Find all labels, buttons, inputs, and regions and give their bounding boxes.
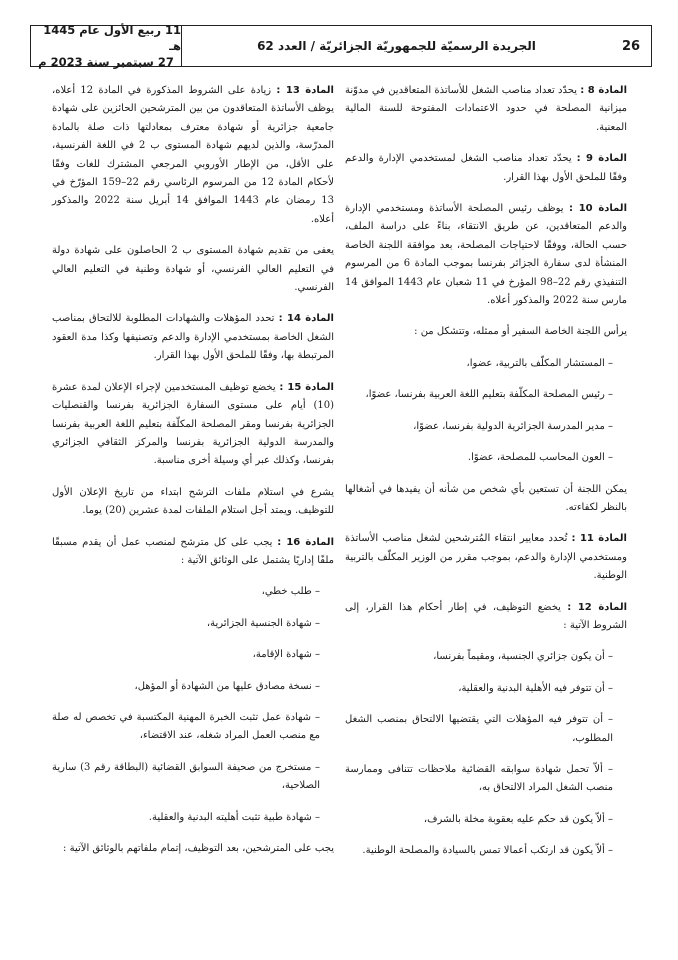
- list-item: – طلب خطي،: [261, 586, 320, 598]
- article-paragraph: [52, 310, 334, 365]
- article-text: زيادة على الشروط المذكورة في المادة 12 أعلاه، يوظف الأساتذة المتعاقدون من بين المترشحين الحائزين على شهادة جامعية جزائرية أو شهادة معترف بمعادلتها ذات صلة بالمادة المدرّسة، والذين لديهم شهادة المستوى ب 2 في اللغة الفرنسية، على الأقل، من الإطار الأوروبي المرجعي المشترك للغات وفقًا لأحكام المادة 12 من المرسوم الرئاسي رقم 22–159 المؤرّخ في 13 رمضان عام 1443 الموافق 14 أبريل سنة 2022 والمذكور أعلاه.: [52, 85, 335, 225]
- list-item: – شهادة عمل تثبت الخبرة المهنية المكتسبة في تخصص له صلة مع منصب العمل المراد شغله، عند الاقتضاء،: [52, 711, 320, 742]
- list-item: – شهادة طبية تثبت أهليته البدنية والعقلية.: [148, 811, 320, 823]
- article-title: المادة 15 :: [279, 381, 334, 393]
- article-paragraph: [345, 599, 627, 636]
- list-item: – أن تتوفر فيه المؤهلات التي يقتضيها الالتحاق بمنصب الشغل المطلوب،: [345, 714, 613, 744]
- date-gregorian: 27 سبتمبر سنة 2023 م: [38, 55, 174, 69]
- list-item: – أن تتوفر فيه الأهلية البدنية والعقلية،: [458, 682, 613, 694]
- text-paragraph: يعفى من تقديم شهادة المستوى ب 2 الحاصلون على شهادة دولة في التعليم العالي الفرنسي، أو شهادة وطنية في التعليم العالي الفرنسي.: [52, 245, 334, 294]
- list-item: – شهادة الجنسية الجزائرية،: [206, 617, 320, 629]
- article-paragraph: [52, 82, 334, 229]
- article-title: المادة 9 :: [576, 153, 627, 165]
- article-text: تُحدد معايير انتقاء المُترشحين لشغل مناصب الأساتذة ومستخدمي الإدارة والدعم، بموجب مقرر من الوزير المكلّف بالتربية الوطنية.: [345, 533, 627, 582]
- page-number: 26: [621, 38, 641, 54]
- text-paragraph: يرأس اللجنة الخاصة السفير أو ممثله، وتتشكل من :: [414, 326, 627, 338]
- list-item: – ألاّ يكون قد ارتكب أعمالا تمس بالسيادة والمصلحة الوطنية.: [362, 845, 613, 857]
- left-column: [52, 82, 334, 871]
- article-paragraph: [345, 82, 627, 137]
- article-paragraph: [345, 150, 627, 187]
- article-paragraph: [52, 379, 334, 471]
- article-title: المادة 13 :: [276, 85, 334, 96]
- article-text: يخضع توظيف المستخدمين لإجراء الإعلان لمدة عشرة (10) أيام على مستوى السفارة الجزائرية بفرنسا والقنصليات الجزائرية بفرنسا ومقر المصلحة المكلّفة بتعليم اللغة العربية بفرنسا والمدرسة الدولية الجزائرية بفرنسا والمركز الثقافي الجزائري بفرنسا، وكذلك عبر أي وسيلة أخرى مناسبة.: [52, 381, 334, 467]
- list-item: – أن يكون جزائري الجنسية، ومقيماً بفرنسا،: [433, 651, 613, 663]
- article-title: المادة 14 :: [278, 313, 334, 325]
- text-paragraph: يجب على المترشحين، بعد التوظيف، إتمام ملفاتهم بالوثائق الآتية :: [63, 843, 334, 854]
- article-text: يخضع التوظيف، في إطار أحكام هذا القرار، إلى الشروط الآتية :: [345, 601, 627, 631]
- right-column: [345, 82, 627, 874]
- article-text: يوظف رئيس المصلحة الأساتذة ومستخدمي الإدارة والدعم المتعاقدين، عن طريق الانتقاء، بناءً على دراسة الملف، حسب الحالة، ووفقًا لاحتياجات المصلحة، بعد موافقة اللجنة الخاصة المنشأة لدى سفارة الجزائر بفرنسا بموجب المادة 6 من المرسوم التنفيذي رقم 22–98 المؤرخ في 11 شعبان عام 1443 الموافق 14 مارس سنة 2022 والمذكور أعلاه.: [345, 203, 628, 307]
- list-item: – ألاّ تحمل شهادة سوابقه القضائية ملاحظات تتنافى وممارسة منصب الشغل المراد الالتحاق به،: [345, 763, 613, 794]
- text-paragraph: يشرع في استلام ملفات الترشح ابتداء من تاريخ الإعلان الأول للتوظيف. ويمتد أجل استلام الملفات لمدة عشرين (20) يوما.: [52, 486, 334, 517]
- issue-date: [31, 23, 182, 69]
- article-title: المادة 16 :: [277, 536, 334, 548]
- list-item: – العون المحاسب للمصلحة، عضوًا.: [467, 452, 613, 464]
- list-item: – نسخة مصادق عليها من الشهادة أو المؤهل،: [134, 680, 320, 692]
- list-item: – رئيس المصلحة المكلّفة بتعليم اللغة العربية بفرنسا، عضوًا،: [365, 389, 613, 401]
- article-text: يحدّد تعداد مناصب الشغل للأساتذة المتعاقدين في مدوّنة ميزانية المصلحة في حدود الاعتمادات المفتوحة للسنة المالية المعنية.: [345, 85, 627, 133]
- journal-title: الجريدة الرسميّة للجمهوريّة الجزائريّة / العدد 62: [257, 39, 536, 53]
- list-item: – المستشار المكلّف بالتربية، عضوا،: [466, 357, 613, 369]
- list-item: – شهادة الإقامة،: [252, 649, 320, 661]
- article-paragraph: [52, 534, 334, 571]
- text-paragraph: يمكن اللجنة أن تستعين بأي شخص من شأنه أن يفيدها في أشغالها بالنظر لكفاءته.: [345, 483, 627, 513]
- article-title: المادة 11 :: [571, 533, 627, 545]
- article-title: المادة 8 :: [580, 85, 627, 96]
- list-item: – مدير المدرسة الجزائرية الدولية بفرنسا، عضوًا،: [413, 420, 613, 432]
- list-item: – ألاّ يكون قد حكم عليه بعقوبة مخلة بالشرف،: [423, 813, 613, 825]
- article-text: يحدّد تعداد مناصب الشغل لمستخدمي الإدارة والدعم وفقًا للملحق الأول بهذا القرار.: [345, 153, 627, 183]
- date-hijri: 11 ربيع الأول عام 1445 هـ: [43, 23, 181, 53]
- article-title: المادة 12 :: [567, 601, 627, 613]
- list-item: – مستخرج من صحيفة السوابق القضائية (البطاقة رقم 3) سارية الصلاحية،: [52, 761, 320, 792]
- article-text: يجب على كل مترشح لمنصب عمل أن يقدم مسبقًا ملفًا إداريًا يشتمل على الوثائق الآتية :: [52, 536, 334, 566]
- page-header: [30, 25, 652, 67]
- article-paragraph: [345, 200, 627, 310]
- article-paragraph: [345, 530, 627, 585]
- article-text: تحدد المؤهلات والشهادات المطلوبة للالتحاق بمناصب الشغل الخاصة بمستخدمي الإدارة والدعم وتصنيفها وكذا مدة العقود المرتبطة بها، وفقًا للملحق الأول بهذا القرار.: [52, 313, 334, 362]
- article-title: المادة 10 :: [568, 203, 627, 215]
